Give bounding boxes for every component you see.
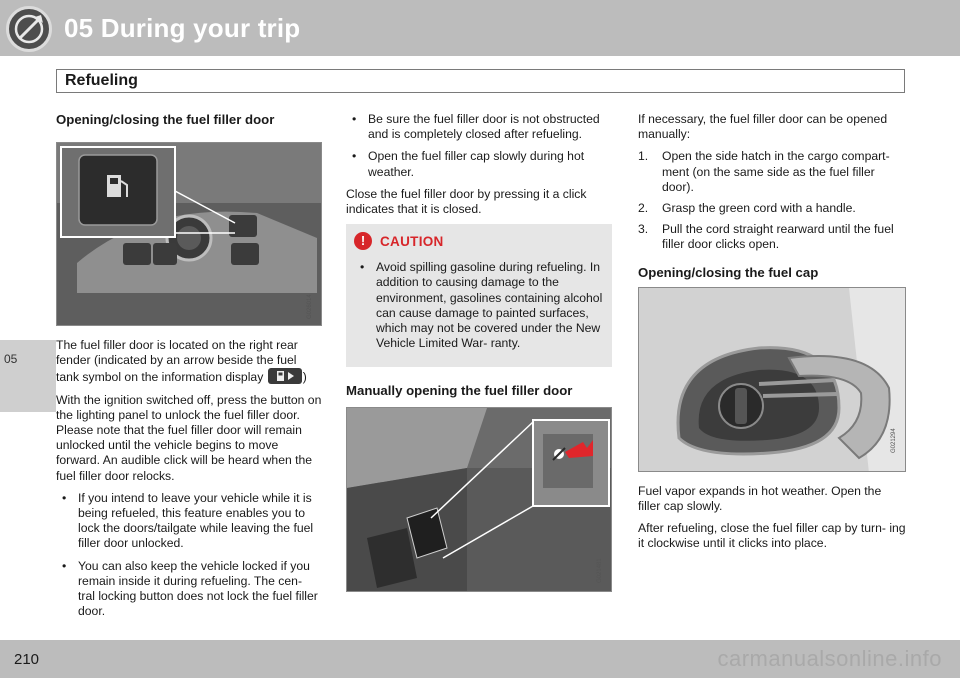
- para-filler-location-end: ): [302, 370, 307, 385]
- step-text: Grasp the green cord with a handle.: [662, 201, 856, 216]
- page-footer: [0, 640, 960, 678]
- figure-lighting-panel: [56, 142, 322, 326]
- list-item: • Be sure the fuel filler door is not obstructed and is completely closed after refueling.: [346, 112, 612, 142]
- fuel-cap-illustration: [639, 288, 906, 472]
- fuel-pump-display-icon: [268, 368, 302, 384]
- para-close-cap: After refueling, close the fuel filler cap by turn- ing it clockwise until it clicks into place.: [638, 521, 906, 551]
- heading-fuel-filler-door: Opening/closing the fuel filler door: [56, 112, 275, 127]
- step-text: Open the side hatch in the cargo compart- ment (on the same side as the fuel filler door).: [662, 149, 890, 194]
- step-number: 3.: [638, 222, 649, 237]
- chapter-side-tab: [0, 340, 56, 412]
- list-item: [638, 149, 906, 195]
- section-title: Refueling: [65, 72, 138, 89]
- chapter-side-tab-label: 05: [4, 352, 18, 366]
- figure-cargo-compartment: [346, 407, 612, 592]
- page-number: 210: [14, 651, 40, 668]
- list-item: • Avoid spilling gasoline during refueling. In addition to causing damage to the environment, gasolines containing alcohol can cause damage to painted surfaces, which may not be covered under the New Vehicle Limited War- ranty.: [354, 260, 604, 351]
- cargo-compartment-illustration: [347, 408, 612, 592]
- para-close-door: Close the fuel filler door by pressing it a click indicates that it is closed.: [346, 186, 587, 217]
- bullet-list-col1: [56, 491, 322, 620]
- figure-code: G021481: [597, 558, 603, 584]
- caution-box: [346, 224, 612, 367]
- section-title-bar: [56, 69, 905, 93]
- chapter-title: 05 During your trip: [64, 13, 301, 43]
- lighting-panel-illustration: [57, 143, 322, 326]
- caution-title: CAUTION: [380, 233, 444, 249]
- list-item: • If you intend to leave your vehicle while it is being refueled, this feature enables you to lock the doors/tailgate while leaving the fuel filler door unlocked.: [56, 491, 322, 552]
- para-filler-location-text: The fuel filler door is located on the right rear fender (indicated by an arrow beside the fuel tank symbol on the information display: [56, 338, 298, 385]
- warning-icon: !: [354, 232, 372, 250]
- heading-fuel-cap: Opening/closing the fuel cap: [638, 264, 819, 280]
- page-header: [0, 0, 960, 56]
- figure-code: G021294: [891, 427, 897, 453]
- step-text: Pull the cord straight rearward until the fuel filler door clicks open.: [662, 222, 894, 252]
- caution-header: [354, 232, 604, 250]
- column-middle: [346, 112, 612, 592]
- column-right: [638, 112, 906, 558]
- watermark-text: carmanualsonline.info: [717, 646, 942, 671]
- list-item: • You can also keep the vehicle locked if you remain inside it during refueling. The cen- tral locking button does not lock the fuel filler door.: [56, 559, 322, 620]
- steps-list: [638, 149, 906, 252]
- heading-manual-open: Manually opening the fuel filler door: [346, 383, 573, 399]
- list-item: [638, 222, 906, 252]
- column-left: [56, 112, 322, 626]
- para-manual-open: If necessary, the fuel filler door can be opened manually:: [638, 112, 888, 142]
- step-number: 2.: [638, 201, 649, 216]
- step-number: 1.: [638, 149, 649, 164]
- bullet-list-col2: [346, 112, 612, 180]
- figure-fuel-cap: [638, 287, 906, 472]
- list-item: [638, 201, 906, 216]
- para-filler-location: [56, 338, 322, 386]
- figure-code: G026014: [307, 294, 313, 319]
- volvo-logo-icon: [6, 6, 52, 52]
- list-item: • Open the fuel filler cap slowly during hot weather.: [346, 149, 612, 179]
- para-fuel-vapor: Fuel vapor expands in hot weather. Open the filler cap slowly.: [638, 483, 882, 513]
- caution-list: [354, 260, 604, 351]
- para-ignition-unlock: With the ignition switched off, press the button on the lighting panel to unlock the fuel filler door. Please note that the fuel filler door will remain unlocked until the vehicle begins to move forward. An audible click will be heard when the fuel filler door relocks.: [56, 392, 322, 483]
